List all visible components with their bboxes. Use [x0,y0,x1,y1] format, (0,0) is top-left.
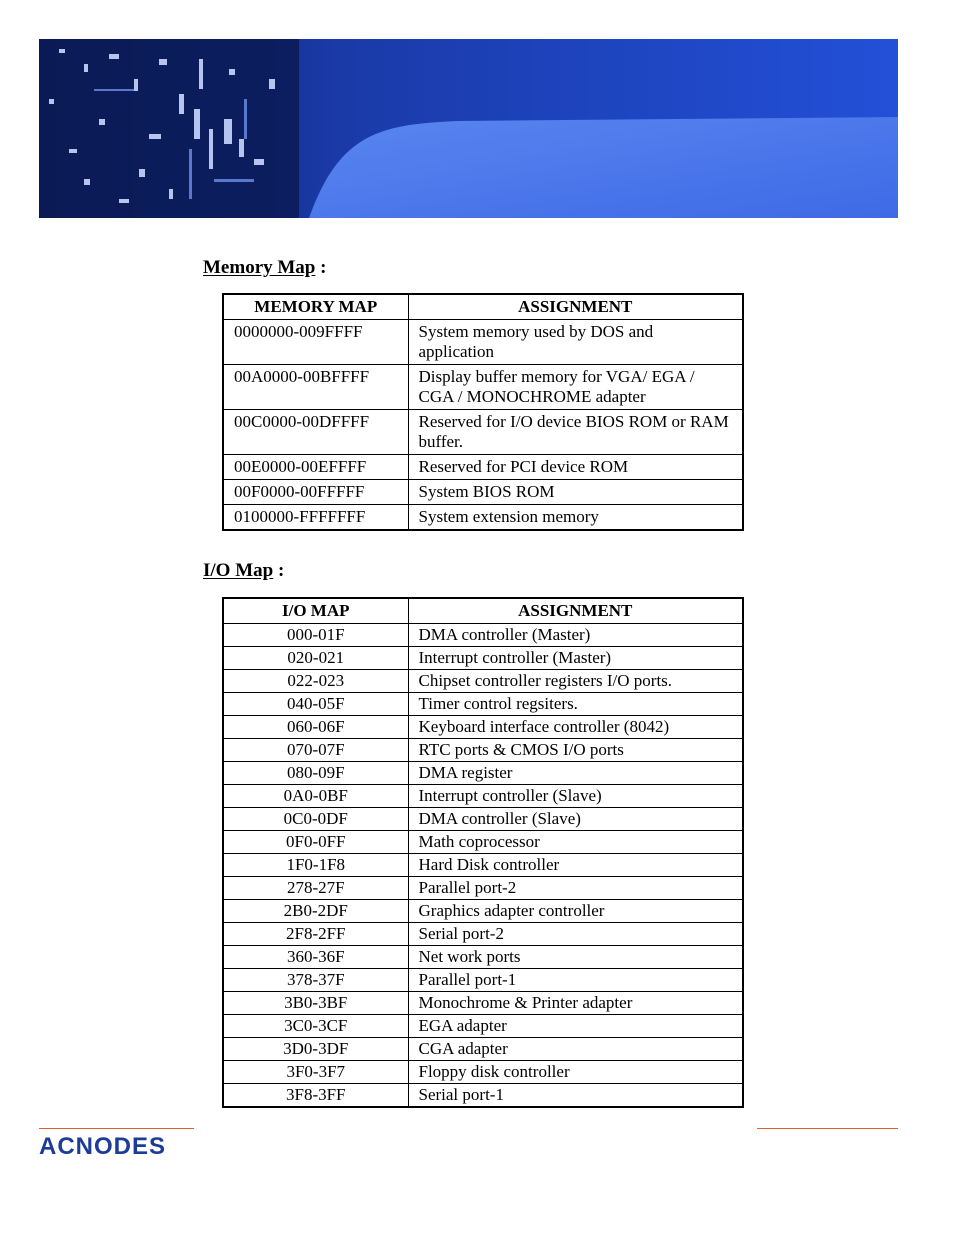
assignment-cell: Interrupt controller (Master) [408,647,743,670]
table-row [223,480,743,505]
table-row [223,923,743,946]
address-range-cell: 000-01F [223,624,408,647]
assignment-cell: Hard Disk controller [408,854,743,877]
io-map-table [222,597,744,1108]
acnodes-logo: ACNODES [39,1133,167,1160]
table-row [223,365,743,410]
address-range-cell: 378-37F [223,969,408,992]
address-range-cell: 1F0-1F8 [223,854,408,877]
address-range-cell: 080-09F [223,762,408,785]
table-row [223,320,743,365]
table-row [223,693,743,716]
assignment-cell: Keyboard interface controller (8042) [408,716,743,739]
assignment-cell: Parallel port-2 [408,877,743,900]
assignment-cell: Serial port-2 [408,923,743,946]
table-row [223,946,743,969]
assignment-cell: Interrupt controller (Slave) [408,785,743,808]
column-header: I/O MAP [223,598,408,624]
assignment-cell: Floppy disk controller [408,1061,743,1084]
address-range-cell: 2F8-2FF [223,923,408,946]
assignment-cell: Monochrome & Printer adapter [408,992,743,1015]
table-row [223,762,743,785]
assignment-cell: Timer control regsiters. [408,693,743,716]
table-row [223,900,743,923]
address-range-cell: 00F0000-00FFFFF [223,480,408,505]
memory-map-heading: Memory Map : [203,257,327,278]
assignment-cell: EGA adapter [408,1015,743,1038]
assignment-cell: DMA controller (Slave) [408,808,743,831]
table-row [223,969,743,992]
table-row [223,455,743,480]
assignment-cell: Serial port-1 [408,1084,743,1108]
table-row [223,739,743,762]
assignment-cell: Reserved for PCI device ROM [408,455,743,480]
address-range-cell: 3D0-3DF [223,1038,408,1061]
table-row [223,1038,743,1061]
address-range-cell: 3F0-3F7 [223,1061,408,1084]
table-row [223,670,743,693]
assignment-cell: DMA controller (Master) [408,624,743,647]
footer-rule-left [39,1128,194,1129]
address-range-cell: 060-06F [223,716,408,739]
assignment-cell: System extension memory [408,505,743,531]
table-row [223,624,743,647]
assignment-cell: Math coprocessor [408,831,743,854]
table-row [223,1084,743,1108]
table-header-row [223,294,743,320]
assignment-cell: System memory used by DOS and application [408,320,743,365]
address-range-cell: 00C0000-00DFFFF [223,410,408,455]
assignment-cell: Display buffer memory for VGA/ EGA / CGA / MONOCHROME adapter [408,365,743,410]
assignment-cell: Graphics adapter controller [408,900,743,923]
table-row [223,877,743,900]
address-range-cell: 3F8-3FF [223,1084,408,1108]
address-range-cell: 0F0-0FF [223,831,408,854]
table-row [223,854,743,877]
column-header: MEMORY MAP [223,294,408,320]
table-row [223,992,743,1015]
address-range-cell: 3B0-3BF [223,992,408,1015]
assignment-cell: CGA adapter [408,1038,743,1061]
header-banner [39,39,898,218]
table-row [223,410,743,455]
address-range-cell: 070-07F [223,739,408,762]
table-row [223,716,743,739]
table-header-row [223,598,743,624]
footer-rule-right [757,1128,898,1129]
address-range-cell: 0000000-009FFFF [223,320,408,365]
address-range-cell: 00A0000-00BFFFF [223,365,408,410]
address-range-cell: 278-27F [223,877,408,900]
address-range-cell: 00E0000-00EFFFF [223,455,408,480]
table-row [223,505,743,531]
address-range-cell: 0100000-FFFFFFF [223,505,408,531]
address-range-cell: 020-021 [223,647,408,670]
assignment-cell: RTC ports & CMOS I/O ports [408,739,743,762]
memory-map-table [222,293,744,531]
address-range-cell: 040-05F [223,693,408,716]
assignment-cell: Chipset controller registers I/O ports. [408,670,743,693]
address-range-cell: 3C0-3CF [223,1015,408,1038]
table-row [223,808,743,831]
column-header: ASSIGNMENT [408,598,743,624]
address-range-cell: 022-023 [223,670,408,693]
table-row [223,831,743,854]
assignment-cell: System BIOS ROM [408,480,743,505]
circuit-board-graphic [39,39,898,218]
column-header: ASSIGNMENT [408,294,743,320]
table-row [223,647,743,670]
assignment-cell: Parallel port-1 [408,969,743,992]
assignment-cell: DMA register [408,762,743,785]
address-range-cell: 360-36F [223,946,408,969]
address-range-cell: 0C0-0DF [223,808,408,831]
assignment-cell: Net work ports [408,946,743,969]
io-map-heading: I/O Map : [203,560,285,581]
table-row [223,1015,743,1038]
assignment-cell: Reserved for I/O device BIOS ROM or RAM buffer. [408,410,743,455]
table-row [223,1061,743,1084]
address-range-cell: 2B0-2DF [223,900,408,923]
address-range-cell: 0A0-0BF [223,785,408,808]
table-row [223,785,743,808]
